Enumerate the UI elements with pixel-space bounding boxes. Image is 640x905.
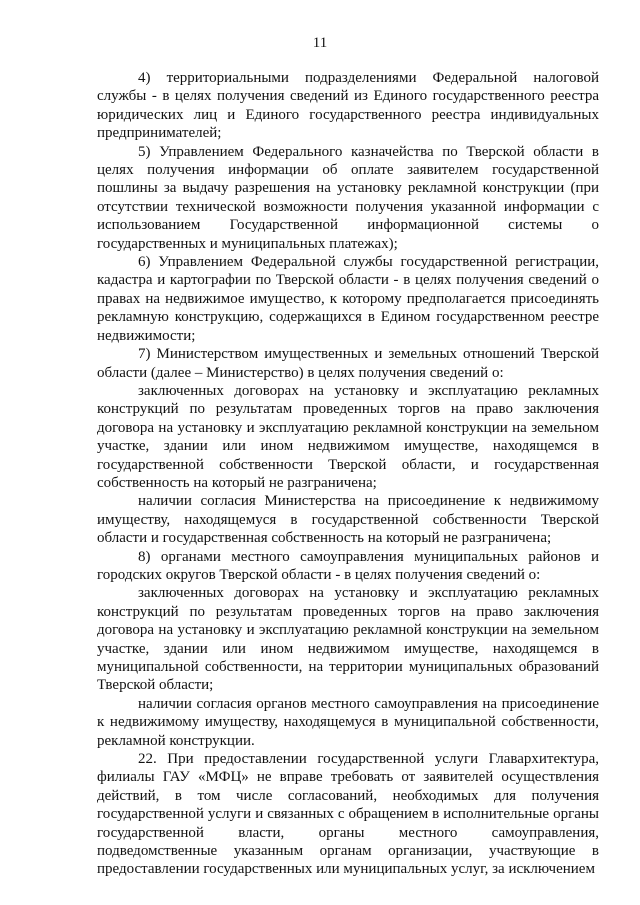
page-number: 11 bbox=[312, 35, 328, 51]
paragraph-section-22: 22. При предоставлении государственной услуги Главархитектура, филиалы ГАУ «МФЦ» не вправе требовать от заявителей осуществления действий, в том числе согласований, необходимых для получения государственной услуги и связанных с обращением в исполнительные органы государственной власти, органы местного самоуправления, подведомственные указанным органам организации, участвующие в предоставлении государственных или муниципальных услуг, за исключением bbox=[97, 751, 599, 878]
paragraph-item-8: 8) органами местного самоуправления муниципальных районов и городских округов Тверской области - в целях получения сведений о: bbox=[97, 548, 599, 583]
paragraph-item-8-consent: наличии согласия органов местного самоуправления на присоединение к недвижимому имуществу, находящемуся в муниципальной собственности, рекламной конструкции. bbox=[97, 695, 599, 749]
paragraph-item-6: 6) Управлением Федеральной службы государственной регистрации, кадастра и картографии по Тверской области - в целях получения сведений о правах на недвижимое имущество, к которому предполагается присоединять рекламную конструкцию, содержащихся в Едином государственном реестре недвижимости; bbox=[97, 254, 599, 344]
paragraph-item-7: 7) Министерством имущественных и земельных отношений Тверской области (далее – Министерство) в целях получения сведений о: bbox=[97, 346, 599, 381]
document-body bbox=[97, 69, 599, 879]
paragraph-item-4: 4) территориальными подразделениями Федеральной налоговой службы - в целях получения сведений из Единого государственного реестра юридических лиц и Единого государственного реестра индивидуальных предпринимателей; bbox=[97, 70, 599, 142]
paragraph-item-7-contracts: заключенных договорах на установку и эксплуатацию рекламных конструкций по результатам проведенных торгов на право заключения договора на установку и эксплуатацию рекламной конструкции на земельном участке, здании или ином недвижимом имуществе, находящемся в государственной собственности Тверской области, и государственная собственность на который не разграничена; bbox=[97, 382, 599, 491]
paragraph-item-5: 5) Управлением Федерального казначейства по Тверской области в целях получения информации об оплате заявителем государственной пошлины за выдачу разрешения на установку рекламной конструкции (при отсутствии технической возможности получения указанной информации с использованием Государственной информационной системы о государственных и муниципальных платежах); bbox=[97, 143, 599, 252]
paragraph-item-7-consent: наличии согласия Министерства на присоединение к недвижимому имуществу, находящемуся в государственной собственности Тверской области и государственная собственность на который не разграничена; bbox=[97, 493, 599, 547]
paragraph-item-8-contracts: заключенных договорах на установку и эксплуатацию рекламных конструкций по результатам проведенных торгов на право заключения договора на установку и эксплуатацию рекламной конструкции на земельном участке, здании или ином недвижимом имуществе, находящемся в муниципальной собственности, на территории муниципальных образований Тверской области; bbox=[97, 585, 599, 694]
